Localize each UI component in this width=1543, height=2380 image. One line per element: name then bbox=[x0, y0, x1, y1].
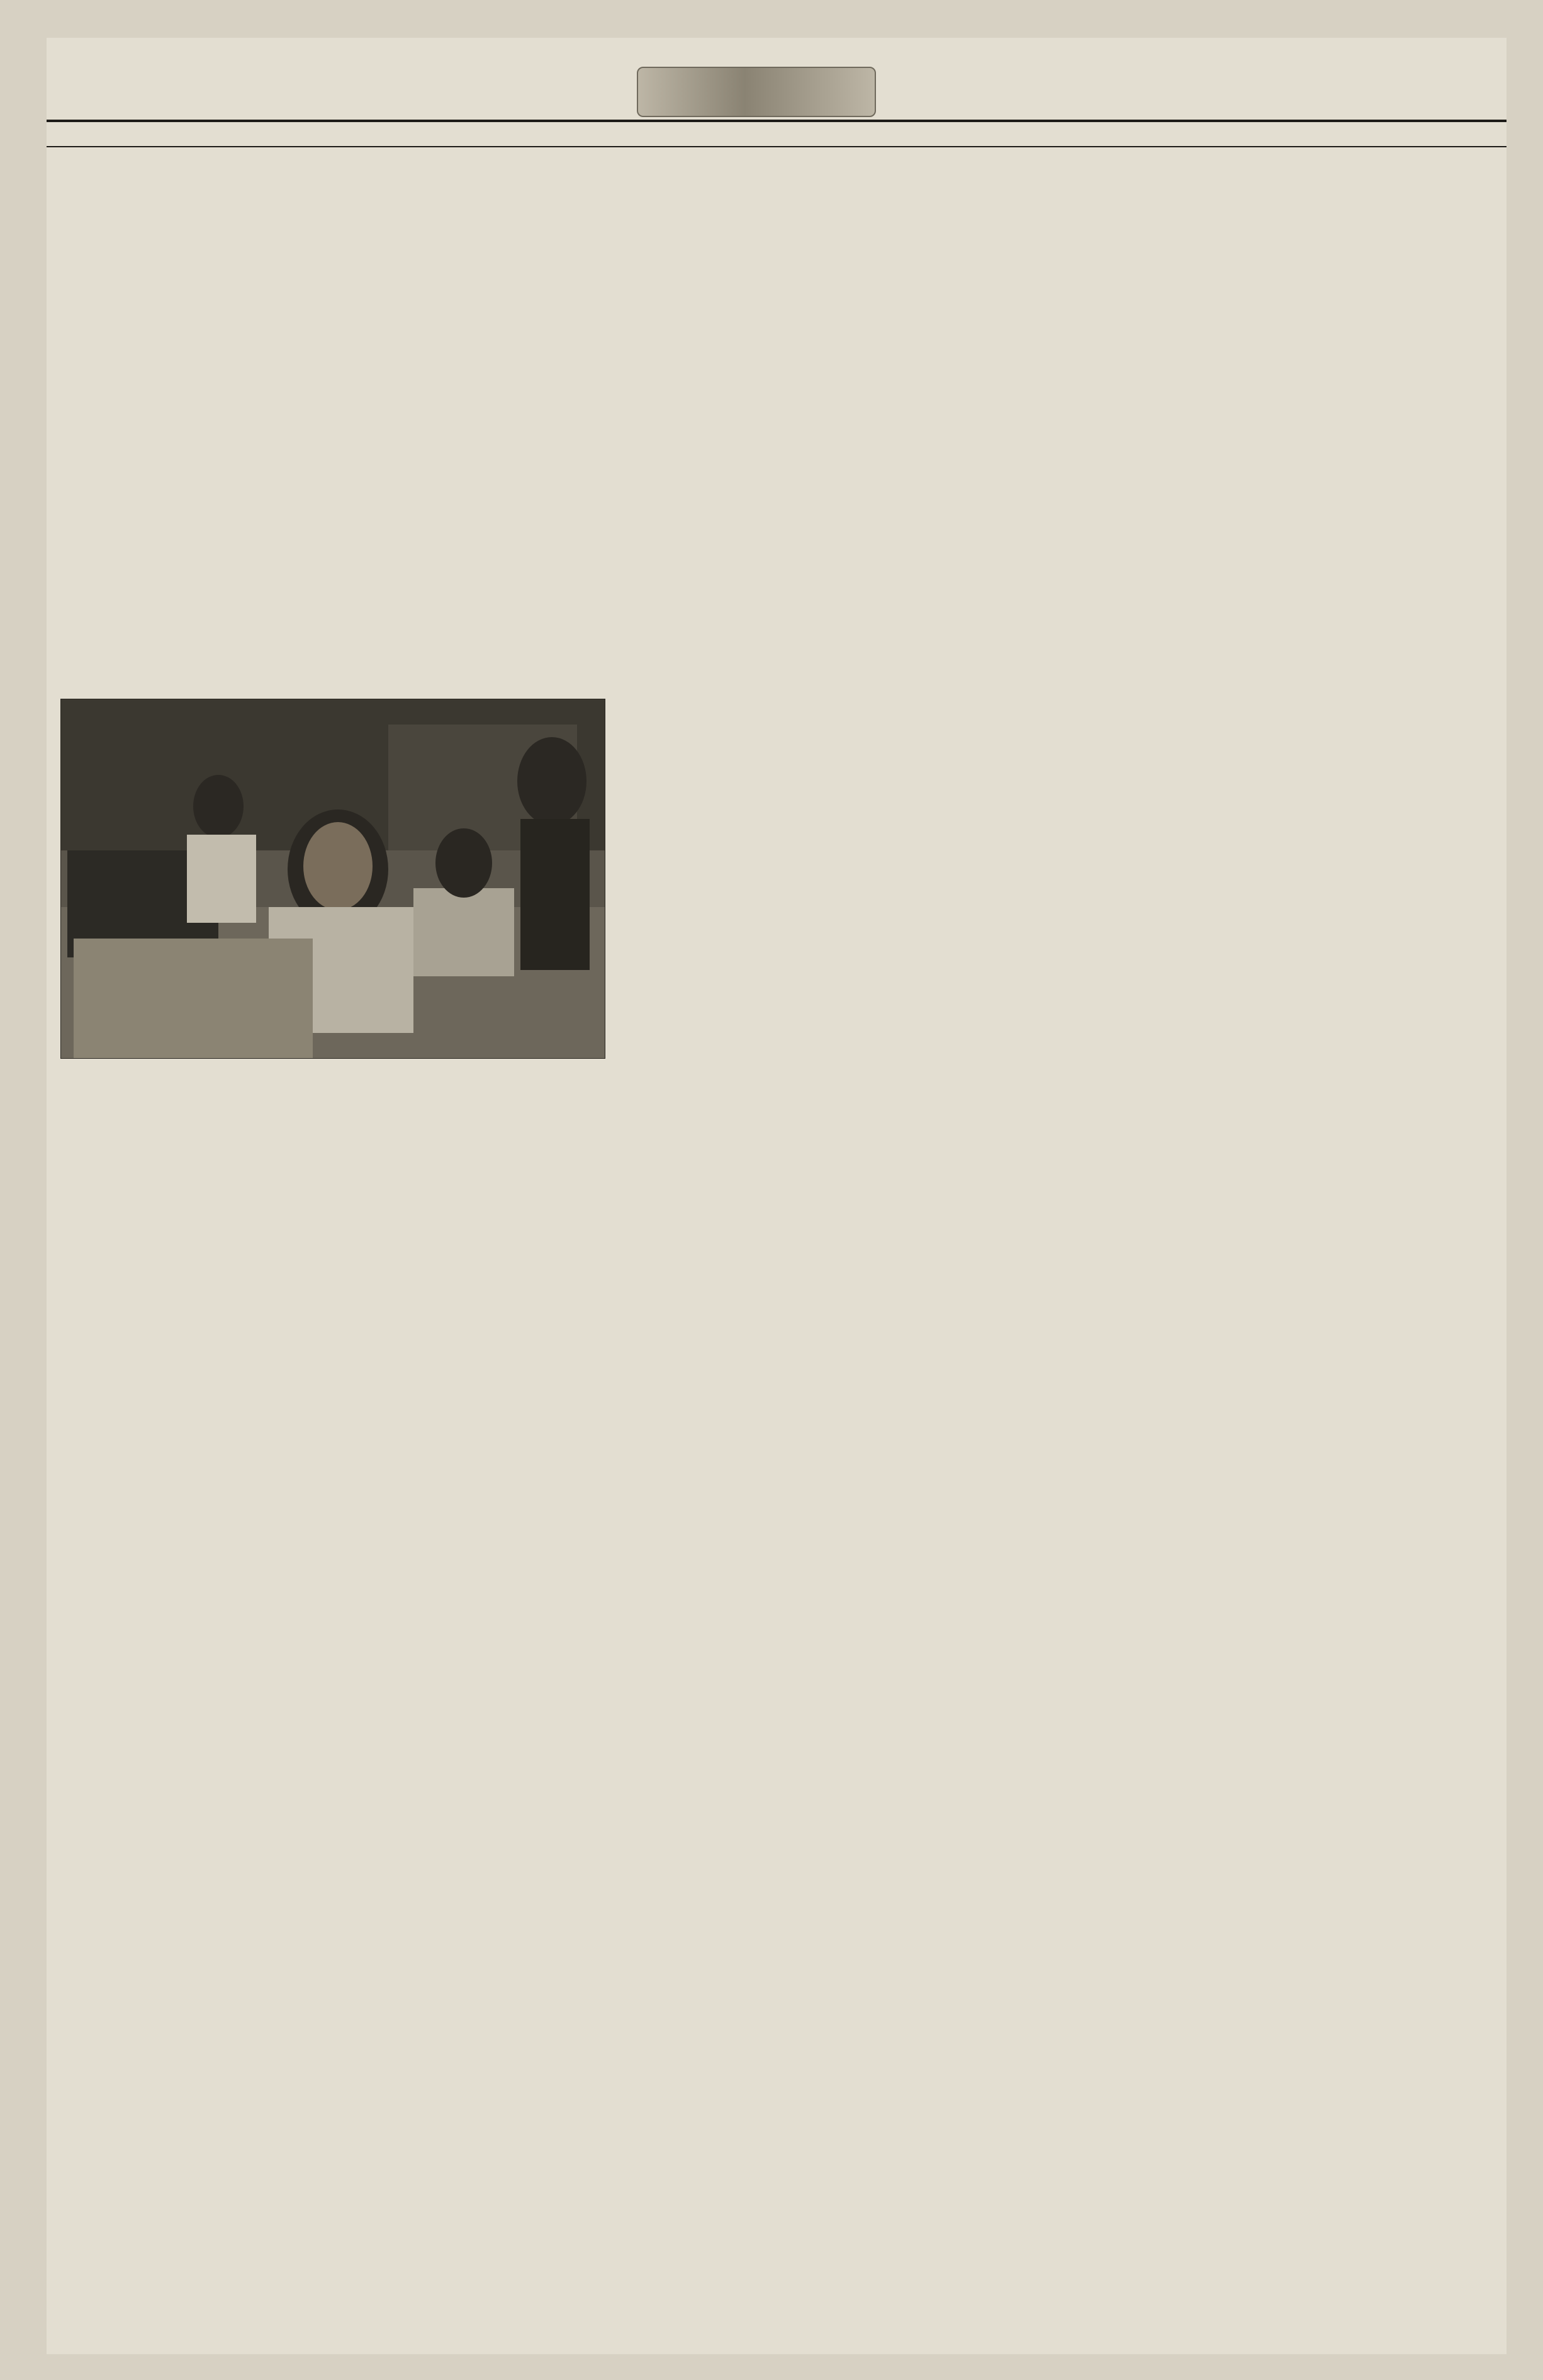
classroom-photo bbox=[60, 699, 605, 1059]
masthead-illustration bbox=[637, 67, 876, 117]
masthead-rule bbox=[47, 120, 1507, 122]
classroom-illustration bbox=[61, 699, 605, 1059]
column-5 bbox=[1038, 164, 1243, 170]
column-4 bbox=[826, 164, 1031, 170]
article-textbook-col2 bbox=[336, 233, 605, 234]
newspaper-logo bbox=[52, 63, 203, 101]
article-textbook-col1 bbox=[59, 233, 328, 234]
column-3 bbox=[613, 164, 818, 170]
notice-rule bbox=[47, 146, 1507, 147]
newspaper-page bbox=[47, 38, 1507, 2354]
